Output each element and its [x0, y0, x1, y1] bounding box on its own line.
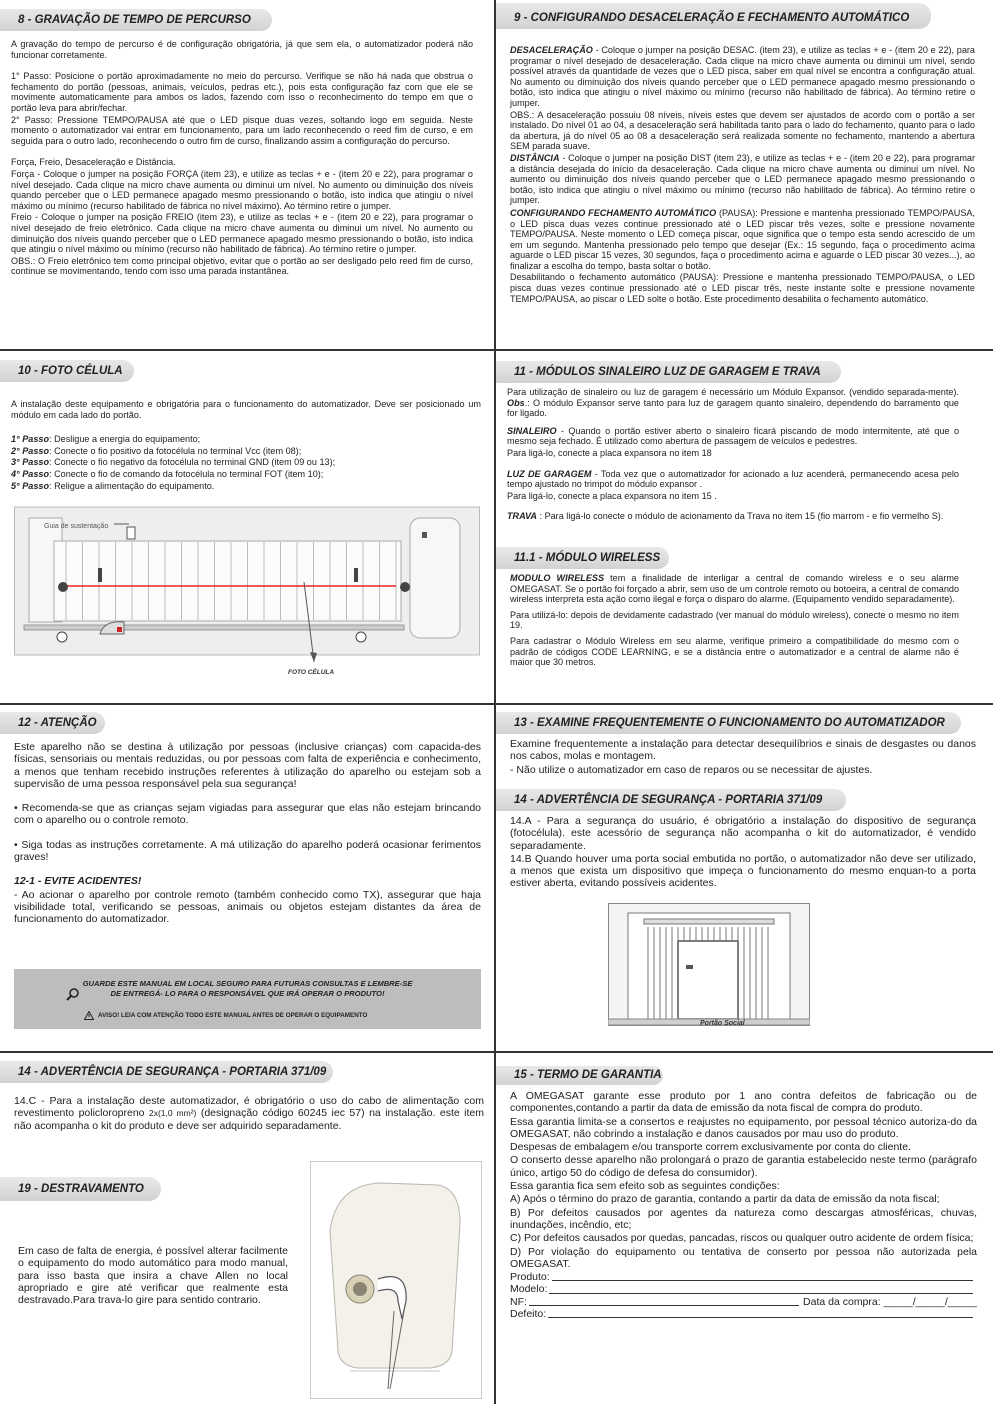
paragraph: O conserto desse aparelho não prolongará o prazo de garantia estabelecido neste termo (parágrafo único, artigo 50 do código de defesa do consumidor). — [510, 1154, 977, 1179]
paragraph: - Quando o portão estiver aberto o sinaleiro ficará piscando de modo intermitente, até que o mesmo seja fechado. É utilizado como abertura de passagem de veículos e pedestres. — [507, 425, 959, 447]
manual-notice-box — [14, 969, 481, 1029]
section-14c — [0, 1053, 494, 1404]
purchase-date-field[interactable]: Data da compra: _____/_____/_____ — [803, 1295, 977, 1308]
section-12-title: 12 - ATENÇÃO — [0, 712, 105, 734]
nf-field[interactable] — [510, 1296, 977, 1308]
section-10 — [0, 351, 494, 703]
step-4: 4° Passo: Conecte o fio de comando da fotocélula no terminal FOT (item 10); — [11, 468, 324, 479]
term-label: LUZ DE GARAGEM — [507, 468, 592, 479]
paragraph: A instalação deste equipamento e obrigatória para o funcionamento do automatizador. Deve ser posicionado um módulo em cada lado do portão. — [11, 399, 481, 420]
magnifier-icon — [66, 987, 80, 1001]
paragraph: 14.B Quando houver uma porta social embutida no portão, o automatizador não deve ser utilizado, a menos que exista um dispositivo que impeça o funcionamento do mesmo enquan-to a porta estiver aberta, evitando possíveis acidentes. — [510, 852, 976, 890]
paragraph: Força - Coloque o jumper na posição FORÇA (item 23), e utilize as teclas + e - (item 20 e 22), para programar o nível desejado. Cada clique na micro chave aumenta ou diminui um nível. No aumento ou diminuição dos níveis quando perceber que o LED permanece apagado mesmo pressionando o botão, isto indica que atingiu o nível máximo ou mínimo (recurso habilitado de fábrica no nível máximo). Ao término retire o jumper. — [11, 168, 473, 211]
paragraph: Para ligá-lo, conecte a placa expansora no item 18 — [507, 447, 712, 458]
paragraph: • Recomenda-se que as crianças sejam vigiadas para assegurar que elas não estejam brincando com o aparelho ou o controle remoto. — [14, 802, 481, 827]
section-10-body — [11, 399, 481, 492]
section-14-title: 14 - ADVERTÊNCIA DE SEGURANÇA - PORTARIA 371/09 — [496, 789, 846, 811]
term-label: DISTÂNCIA — [510, 152, 560, 163]
section-8-title: 8 - GRAVAÇÃO DE TEMPO DE PERCURSO — [0, 9, 272, 31]
paragraph: Essa garantia limita-se a consertos e reajustes no equipamento, por pessoal técnico autoriza-do da OMEGASAT, não cobrindo a instalação e danos causados por mau uso do produto. — [510, 1115, 977, 1140]
defeito-field[interactable] — [510, 1308, 977, 1320]
paragraph: C) Por defeitos causados por quedas, pancadas, riscos ou qualquer outro acidente de ordem física; — [510, 1232, 974, 1245]
section-11-title: 11 - MÓDULOS SINALEIRO LUZ DE GARAGEM E TRAVA — [496, 361, 841, 383]
paragraph: 2° Passo: Pressione TEMPO/PAUSA até que o LED pisque duas vezes, soltando logo em seguida. Neste momento o automatizador vai entrar em funcionamento, para um lado reconhecendo o reed fim de curso, e em seguida para o outro lado, reconhecendo o outro fim de curso, finalizando assim a configuração do percurso. — [11, 114, 473, 146]
section-13-body — [510, 738, 976, 777]
section-14-body — [510, 815, 976, 891]
paragraph: Examine frequentemente a instalação para detectar desequilíbrios e sinais de desgastes ou danos nos cabos, molas e montagem. — [510, 738, 976, 763]
paragraph: A gravação do tempo de percurso é de configuração obrigatória, já que sem ela, o automatizador poderá não funcionar corretamente. — [11, 39, 473, 60]
paragraph: Este aparelho não se destina à utilização por pessoas (inclusive crianças) com capacida-des físicas, sensoriais ou mentais reduzidas, ou por pessoas com falta de experiência e conhecimento, a menos que tenham recebido instruções referentes à utilização do aparelho ou estejam sob a supervisão de uma pessoa responsável pela sua segurança! — [14, 741, 481, 790]
section-14c-body — [14, 1095, 484, 1133]
section-15-title: 15 - TERMO DE GARANTIA — [496, 1066, 663, 1085]
section-9 — [496, 0, 993, 349]
paragraph: 14.A - Para a segurança do usuário, é obrigatório a instalação do dispositivo de segurança (fotocélula). este acessório de segurança não acompanha o kit do automatizador, é vendido separadamente. — [510, 815, 976, 852]
section-8 — [0, 0, 494, 349]
paragraph: OBS.: A desaceleração possuiu 08 níveis, níveis estes que devem ser ajustados de acordo com o portão a ser instalado. Do nível 01 ao 04, a desaceleração será habilitada tanto para o lado do fechamento, quanto para o lado da abertura, já do nível 05 ao 08 a desaceleração será realizada somente no fechamento, mantendo a abertura SEM parada suave. — [510, 109, 975, 152]
paragraph: tem a finalidade de interligar a central de comando wireless e o seu alarme OMEGASAT. Se o portão foi forçado a abrir, sem uso de um controle remoto ou botoeira, a central de comando wireless interpreta esta ação como ilegal e força o disparo do alarme. (Equipamento vendido separadamente). — [510, 573, 959, 605]
section-15 — [496, 1053, 993, 1404]
paragraph: Para utilizá-lo: depois de devidamente cadastrado (ver manual do módulo wireless), conecte o mesmo no item 19. — [510, 609, 959, 631]
gate-motor-unlock-illustration — [310, 1161, 482, 1399]
paragraph: - Ao acionar o aparelho por controle remoto (também conhecido como TX), assegurar que haja visibilidade total, verificando se pessoas, animais ou objetos estejam distantes da área de funcionamento do automatizador. — [14, 888, 481, 926]
section-13 — [496, 705, 993, 1051]
paragraph: (PAUSA): Pressione e mantenha pressionado TEMPO/PAUSA, o LED pisca duas vezes continue pressionado até o LED piscar três vezes, solte e pressione novamente TEMPO/PAUSA. Neste momento o LED começa piscar, oque significa que o tempo esta sendo acrescido de um em um segundo. Mantenha pressionado pelo tempo que desejar (Ex.: 15 segundo, faça o procedimento acima aguarde o LED piscar 15 vezes, 30 segundos, faça o procedimento acima e aguarde o LED piscar 30 vezes...), ao finalizar a escolha do tempo, basta soltar o botão. — [510, 207, 975, 271]
cable-spec: 2x(1,0 mm²) — [149, 1108, 197, 1119]
paragraph: - Não utilize o automatizador em caso de reparos ou se necessitar de ajustes. — [510, 763, 873, 776]
paragraph: Para ligá-lo, conecte a placa expansora no item 15 . — [507, 490, 717, 501]
section-19-body — [18, 1245, 288, 1307]
step-5: 5° Passo: Religue a alimentação do equipamento. — [11, 480, 215, 491]
photocell-label: FOTO CÉLULA — [288, 669, 335, 676]
step-3: 3° Passo: Conecte o fio negativo da fotocélula no terminal GND (item 09 ou 13); — [11, 457, 336, 468]
field-label: Modelo: — [510, 1283, 548, 1296]
section-8-body — [11, 39, 473, 278]
paragraph: Desabilitando o fechamento automático (PAUSA): Pressione e mantenha pressionado TEMPO/PAUSA, o LED pisca duas vezes continue pressionado até o LED piscar três, neste instante solte e pressione novamente TEMPO/PAUSA, ao piscar o LED solte o botão. Este procedimento desabilita o fechamento automático. — [510, 272, 975, 304]
paragraph: - Coloque o jumper na posição DESAC. (item 23), e utilize as teclas + e - (item 20 e 22), para programar o nível desejado de desaceleração. Cada clique na micro chave aumenta ou diminui um nível, sendo possível através da quantidade de vezes que o LED pisca, saber em qual nível se encontra a configuração atual. No aumento ou diminuição dos níveis quando perceber que o LED permanece apagado mesmo pressionando o botão, isto indica que atingiu o nível máximo ou mínimo (recurso não habilitado de fábrica). Ao término retire o jumper. — [510, 45, 975, 108]
modelo-field[interactable] — [510, 1283, 977, 1295]
paragraph: : Para ligá-lo conecte o módulo de acionamento da Trava no item 15 (fio marrom - e fio vermelho S). — [536, 511, 944, 522]
produto-field[interactable] — [510, 1271, 977, 1283]
step-1: 1° Passo: Desligue a energia do equipamento; — [11, 434, 201, 445]
paragraph: A) Após o término do prazo de garantia, contando a partir da data de emissão da nota fiscal; — [510, 1193, 940, 1206]
paragraph: 1° Passo: Posicione o portão aproximadamente no meio do percurso. Verifique se não há nada que obstrua o fechamento do portão (pessoas, animais, veículos, pedras etc.), pois esta configuração faz com que ele se movimente automaticamente para ambos os lados, fazendo com isso o reconhecimento do tempo em que o portão leva para abrir/fechar. — [11, 71, 473, 113]
section-10-title: 10 - FOTO CÉLULA — [0, 360, 134, 382]
field-label: Produto: — [510, 1271, 550, 1284]
section-9-body — [510, 45, 975, 305]
notice-line: DE ENTREGÁ- LO PARA O RESPONSÁVEL QUE IRÁ OPERAR O PRODUTO! — [110, 989, 385, 998]
guide-label: Guia de sustentação — [44, 523, 109, 530]
field-label: NF: — [510, 1295, 527, 1308]
term-label: Obs — [507, 397, 525, 408]
term-label: SINALEIRO — [507, 425, 557, 436]
paragraph: A OMEGASAT garante esse produto por 1 ano contra defeitos de fabricação ou de componentes,contando a partir da data de emissão da nota fiscal de compra do produto. — [510, 1090, 977, 1115]
paragraph: Para utilização de sinaleiro ou luz de garagem é necessário um Módulo Expansor. (vendido separada-mente). — [507, 387, 959, 397]
section-9-title: 9 - CONFIGURANDO DESACELERAÇÃO E FECHAMENTO AUTOMÁTICO — [496, 3, 931, 29]
warning-icon — [84, 1011, 94, 1020]
section-14c-title: 14 - ADVERTÊNCIA DE SEGURANÇA - PORTARIA 371/09 — [0, 1061, 333, 1083]
section-12-body — [14, 741, 481, 927]
notice-line: GUARDE ESTE MANUAL EM LOCAL SEGURO PARA FUTURAS CONSULTAS E LEMBRE-SE — [82, 979, 413, 988]
paragraph: (designação código 60245 iec 57) na instalação. este item não acompanha o kit do produto e deve ser adquirido separadamente. — [14, 1107, 485, 1132]
section-11-1-body — [510, 573, 959, 669]
paragraph: Força, Freio, Desaceleração e Distância. — [11, 157, 176, 168]
section-11 — [496, 351, 993, 703]
section-11-body — [507, 387, 959, 523]
paragraph: D) Por violação do equipamento ou tentativa de conserto por pessoa não autorizada pela OMEGASAT. — [510, 1245, 977, 1270]
term-label: DESACELERAÇÃO — [510, 45, 593, 55]
paragraph: B) Por defeitos causados por agentes da natureza como descargas atmosféricas, chuvas, inundações, incêndio, etc; — [510, 1206, 977, 1231]
term-label: MODULO WIRELESS — [510, 573, 605, 583]
paragraph: 14.C - Para a instalação deste automatizador, é obrigatório o uso do cabo de alimentação com revestimento policloropreno — [14, 1095, 484, 1120]
paragraph: Em caso de falta de energia, é possível alterar facilmente o equipamento do modo automático para modo manual, para isso basta que insira a chave Allen no local apropriado e gire até verificar que realmente esta destravado.Para trava-lo gire para sentido contrario. — [18, 1245, 288, 1307]
section-13-title: 13 - EXAMINE FREQUENTEMENTE O FUNCIONAMENTO DO AUTOMATIZADOR — [496, 712, 961, 734]
paragraph: - Coloque o jumper na posição DIST (item 23), e utilize as teclas + e - (item 20 e 22), para programar a distância desejada do início da desaceleração. Cada clique na micro chave aumenta ou diminui um nível. No aumento ou diminuição dos níveis quando perceber que o LED permanece apagado mesmo pressionando o botão, isto indica que atingiu o nível máximo ou mínimo (recurso não habilitado de fábrica). Ao término retire o jumper. — [510, 152, 975, 206]
term-label: TRAVA — [507, 511, 537, 522]
step-2: 2° Passo: Conecte o fio positivo da fotocélula no terminal Vcc (item 08); — [11, 445, 302, 456]
section-12 — [0, 705, 494, 1051]
paragraph: Freio - Coloque o jumper na posição FREIO (item 23), e utilize as teclas + e - (item 20 e 22), para programar o nível desejado de freio eletrônico. Cada clique na micro chave aumenta ou diminui um nível. No aumento ou diminuição dos níveis quando perceber que o LED permanece apagado mesmo pressionando o botão, isto indica que atingiu o nível máximo ou mínimo (recurso não habilitado de fábrica). Ao término retire o jumper. — [11, 212, 473, 255]
section-11-1-title: 11.1 - MÓDULO WIRELESS — [496, 547, 669, 569]
photocell-gate-illustration — [14, 502, 480, 692]
paragraph: - Toda vez que o automatizador for acionado a luz acenderá, permanecendo acesa pelo tempo ajustado no trimpot do módulo expansor . — [507, 468, 959, 490]
paragraph: Essa garantia fica sem efeito sob as seguintes condições: — [510, 1180, 780, 1193]
paragraph: Despesas de embalagem e/ou transporte correm exclusivamente por conta do cliente. — [510, 1141, 911, 1154]
section-15-body — [510, 1090, 977, 1320]
term-label: CONFIGURANDO FECHAMENTO AUTOMÁTICO — [510, 207, 717, 218]
notice-line: AVISO! LEIA COM ATENÇÃO TODO ESTE MANUAL ANTES DE OPERAR O EQUIPAMENTO — [98, 1012, 368, 1019]
paragraph: • Siga todas as instruções corretamente. A má utilização do aparelho poderá ocasionar ferimentos graves! — [14, 838, 481, 864]
subheading: 12-1 - EVITE ACIDENTES! — [14, 875, 142, 888]
social-door-label: Portão Social — [700, 1020, 745, 1027]
social-door-gate-illustration — [608, 903, 810, 1029]
field-label: Defeito: — [510, 1308, 547, 1321]
paragraph: Para cadastrar o Módulo Wireless em seu alarme, verifique primeiro a compatibilidade do mesmo com o padrão de códigos CODE LEARNING, e se a distância entre o automatizador e a central de alarme não é maior que 30 metros. — [510, 635, 959, 668]
paragraph: OBS.: O Freio eletrônico tem como principal objetivo, evitar que o portão ao ser desligado pelo reed fim de curso, continue se movimentando, tendo com isso uma parada instantânea. — [11, 255, 473, 277]
section-19-title: 19 - DESTRAVAMENTO — [0, 1177, 161, 1201]
paragraph: .: O módulo Expansor serve tanto para luz de garagem quanto sinaleiro, dependendo do barramento que for ligado. — [507, 397, 959, 419]
